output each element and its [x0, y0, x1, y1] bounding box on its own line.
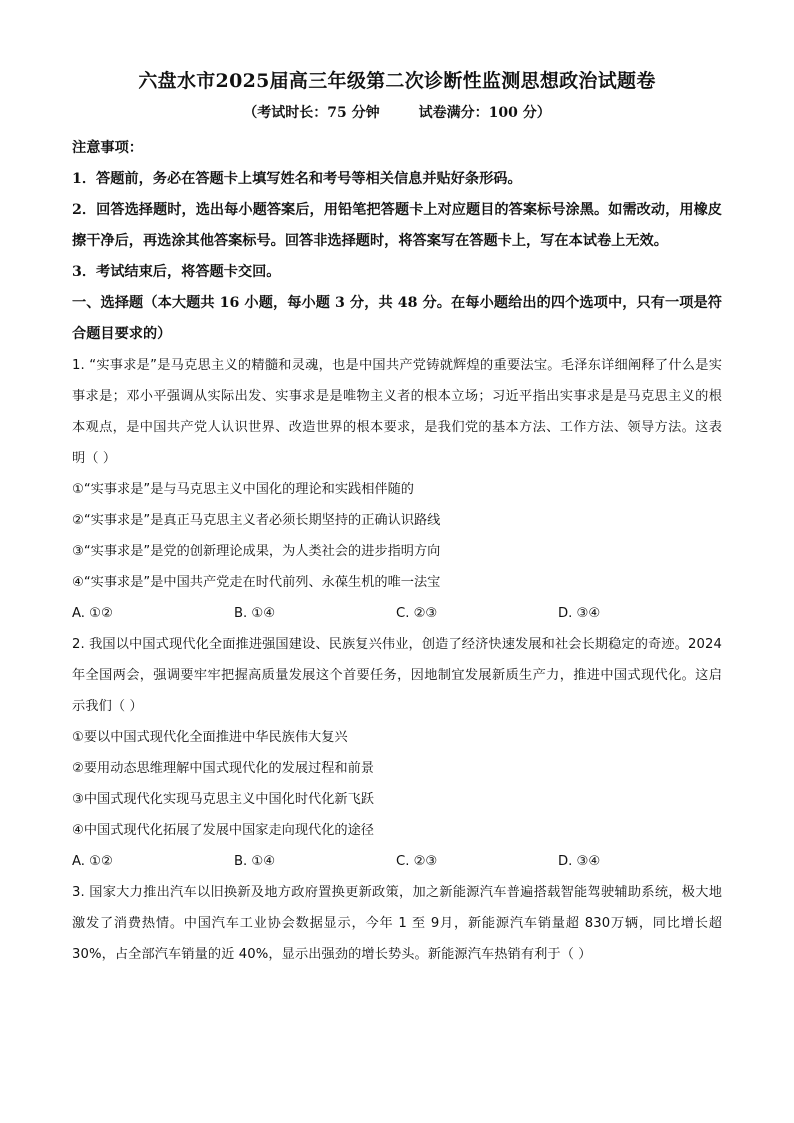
statement-option: ②要用动态思维理解中国式现代化的发展过程和前景: [72, 761, 374, 776]
choice-c: C. ②③: [396, 854, 438, 869]
section-heading: 一、选择题（本大题共 16 小题，每小题 3 分，共 48 分。在每小题给出的四个选项中，只有一项是符合题目要求的）: [72, 295, 722, 342]
choice-d: D. ③④: [558, 854, 601, 869]
statement-option: ④中国式现代化拓展了发展中国家走向现代化的途径: [72, 823, 374, 838]
statement-option: ②“实事求是”是真正马克思主义者必须长期坚持的正确认识路线: [72, 513, 441, 528]
question-1: [72, 350, 722, 629]
statement-option: ③中国式现代化实现马克思主义中国化时代化新飞跃: [72, 792, 374, 807]
question-stem: 3. 国家大力推出汽车以旧换新及地方政府置换更新政策，加之新能源汽车普遍搭载智能驾驶辅助系统，极大地激发了消费热情。中国汽车工业协会数据显示，今年 1 至 9月，新能源汽车销量超 830万辆，同比增长超 30%，占全部汽车销量的近 40%，显示出强劲的增长势头。新能源汽车热销有利于（ ）: [72, 885, 722, 962]
notice-section: [72, 133, 722, 288]
choice-b: B. ①④: [234, 854, 276, 869]
question-2: [72, 629, 722, 877]
question-3: [72, 877, 722, 970]
statement-option: ④“实事求是”是中国共产党走在时代前列、永葆生机的唯一法宝: [72, 575, 441, 590]
notice-heading: 注意事项：: [72, 140, 143, 156]
statement-option: ①“实事求是”是与马克思主义中国化的理论和实践相伴随的: [72, 482, 414, 497]
choice-d: D. ③④: [558, 606, 601, 621]
question-stem: 1. “实事求是”是马克思主义的精髓和灵魂，也是中国共产党铸就辉煌的重要法宝。毛泽东详细阐释了什么是实事求是；邓小平强调从实际出发、实事求是是唯物主义者的根本立场；习近平指出实事求是是马克思主义的根本观点，是中国共产党人认识世界、改造世界的根本要求，是我们党的基本方法、工作方法、领导方法。这表明（ ）: [72, 358, 722, 466]
choice-b: B. ①④: [234, 606, 276, 621]
answer-choices: [72, 598, 722, 629]
exam-title: 六盘水市2025届高三年级第二次诊断性监测思想政治试题卷: [138, 70, 656, 92]
notice-item: 2．回答选择题时，选出每小题答案后，用铅笔把答题卡上对应题目的答案标号涂黑。如需改动，用橡皮擦干净后，再选涂其他答案标号。回答非选择题时，将答案写在答题卡上，写在本试卷上无效。: [72, 202, 722, 249]
statement-option: ③“实事求是”是党的创新理论成果，为人类社会的进步指明方向: [72, 544, 441, 559]
notice-item: 1．答题前，务必在答题卡上填写姓名和考号等相关信息并贴好条形码。: [72, 171, 522, 187]
notice-item: 3．考试结束后，将答题卡交回。: [72, 264, 281, 280]
choice-c: C. ②③: [396, 606, 438, 621]
question-stem: 2. 我国以中国式现代化全面推进强国建设、民族复兴伟业，创造了经济快速发展和社会长期稳定的奇迹。2024年全国两会，强调要牢牢把握高质量发展这个首要任务，因地制宜发展新质生产力，推进中国式现代化。这启示我们（ ）: [72, 637, 722, 714]
answer-choices: [72, 846, 722, 877]
choice-a: A. ①②: [72, 606, 113, 621]
choice-a: A. ①②: [72, 854, 113, 869]
exam-subtitle: （考试时长：75 分钟 试卷满分：100 分）: [243, 105, 551, 121]
exam-page: [72, 66, 722, 970]
statement-option: ①要以中国式现代化全面推进中华民族伟大复兴: [72, 730, 348, 745]
